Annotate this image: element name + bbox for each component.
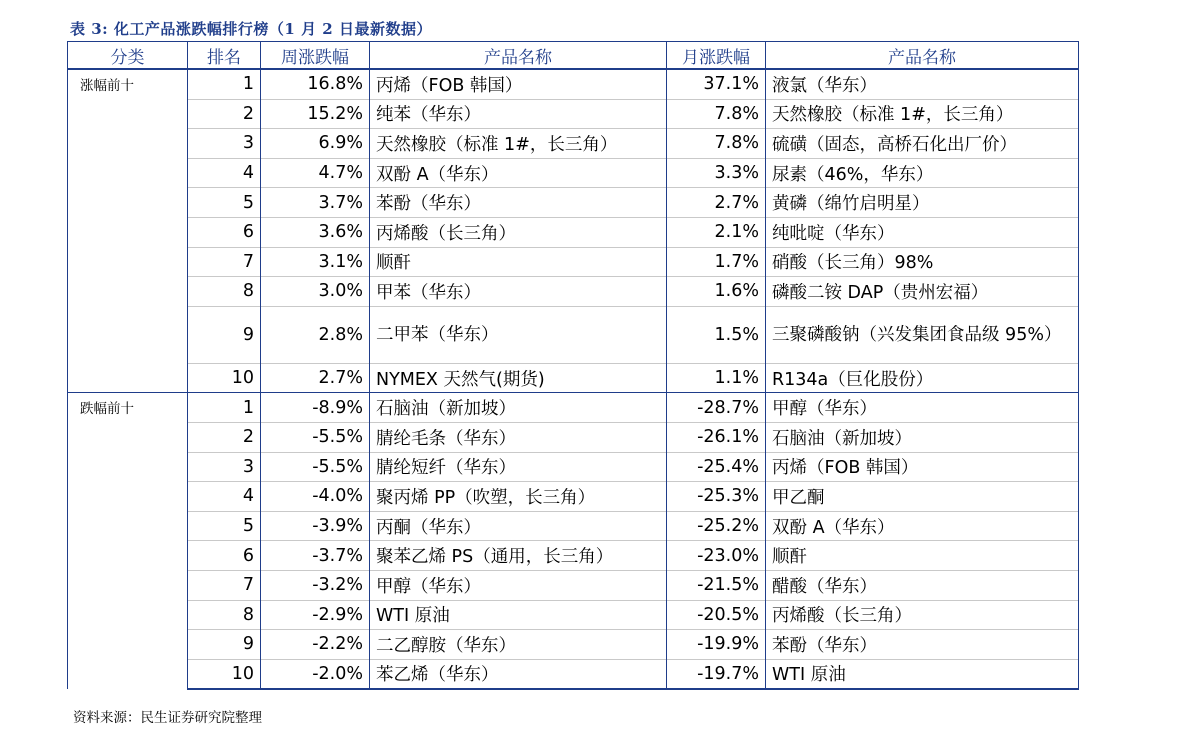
ranking-table <box>67 41 1079 690</box>
rank-cell: 1 <box>188 393 261 423</box>
month-change-cell: -25.2% <box>667 511 766 541</box>
rank-cell: 8 <box>188 277 261 307</box>
week-product-cell: 双酚 A（华东） <box>370 158 667 188</box>
month-product-cell: 甲乙酮 <box>766 482 1079 512</box>
week-product-cell: WTI 原油 <box>370 600 667 630</box>
month-change-cell: -19.7% <box>667 659 766 689</box>
month-product-cell: 纯吡啶（华东） <box>766 217 1079 247</box>
month-change-cell: -20.5% <box>667 600 766 630</box>
month-product-cell: 醋酸（华东） <box>766 570 1079 600</box>
table-row <box>68 452 1079 482</box>
week-product-cell: 苯酚（华东） <box>370 188 667 218</box>
month-product-cell: 甲醇（华东） <box>766 393 1079 423</box>
week-product-cell: NYMEX 天然气(期货) <box>370 363 667 393</box>
week-change-cell: 3.0% <box>261 277 370 307</box>
table-row <box>68 659 1079 689</box>
month-change-cell: 1.1% <box>667 363 766 393</box>
table-row <box>68 217 1079 247</box>
month-product-cell: 丙烯酸（长三角） <box>766 600 1079 630</box>
table-row <box>68 630 1079 660</box>
month-change-cell: 7.8% <box>667 99 766 129</box>
week-change-cell: 16.8% <box>261 69 370 99</box>
week-product-cell: 石脑油（新加坡） <box>370 393 667 423</box>
table-row <box>68 541 1079 571</box>
rank-cell: 2 <box>188 422 261 452</box>
header-rank: 排名 <box>188 42 261 70</box>
month-product-cell: 顺酐 <box>766 541 1079 571</box>
week-change-cell: -3.7% <box>261 541 370 571</box>
month-change-cell: -21.5% <box>667 570 766 600</box>
ranking-table-container <box>67 41 1078 690</box>
month-change-cell: -26.1% <box>667 422 766 452</box>
table-row <box>68 158 1079 188</box>
week-change-cell: 6.9% <box>261 129 370 159</box>
week-product-cell: 丙烯酸（长三角） <box>370 217 667 247</box>
month-change-cell: 1.7% <box>667 247 766 277</box>
table-row <box>68 511 1079 541</box>
table-row <box>68 69 1079 99</box>
month-product-cell: 苯酚（华东） <box>766 630 1079 660</box>
table-body <box>68 69 1079 689</box>
rank-cell: 9 <box>188 630 261 660</box>
table-row <box>68 422 1079 452</box>
month-change-cell: 1.6% <box>667 277 766 307</box>
month-product-cell: WTI 原油 <box>766 659 1079 689</box>
month-product-cell: 黄磷（绵竹启明星） <box>766 188 1079 218</box>
month-change-cell: 7.8% <box>667 129 766 159</box>
week-product-cell: 丙烯（FOB 韩国） <box>370 69 667 99</box>
week-change-cell: 3.6% <box>261 217 370 247</box>
month-change-cell: 3.3% <box>667 158 766 188</box>
table-row <box>68 393 1079 423</box>
month-product-cell: 石脑油（新加坡） <box>766 422 1079 452</box>
header-month-product: 产品名称 <box>766 42 1079 70</box>
month-product-cell: 硝酸（长三角）98% <box>766 247 1079 277</box>
week-product-cell: 甲醇（华东） <box>370 570 667 600</box>
rank-cell: 1 <box>188 69 261 99</box>
week-product-cell: 苯乙烯（华东） <box>370 659 667 689</box>
week-change-cell: -5.5% <box>261 452 370 482</box>
header-row <box>68 42 1079 70</box>
week-product-cell: 顺酐 <box>370 247 667 277</box>
header-month-change: 月涨跌幅 <box>667 42 766 70</box>
table-row <box>68 306 1079 363</box>
header-week-change: 周涨跌幅 <box>261 42 370 70</box>
category-cell: 跌幅前十 <box>68 393 188 689</box>
rank-cell: 10 <box>188 363 261 393</box>
rank-cell: 9 <box>188 306 261 363</box>
week-change-cell: 2.7% <box>261 363 370 393</box>
header-week-product: 产品名称 <box>370 42 667 70</box>
table-title: 表 3: 化工产品涨跌幅排行榜（1 月 2 日最新数据） <box>70 20 432 38</box>
rank-cell: 3 <box>188 129 261 159</box>
rank-cell: 7 <box>188 570 261 600</box>
week-product-cell: 天然橡胶（标准 1#，长三角） <box>370 129 667 159</box>
month-product-cell: 天然橡胶（标准 1#，长三角） <box>766 99 1079 129</box>
week-change-cell: -4.0% <box>261 482 370 512</box>
rank-cell: 10 <box>188 659 261 689</box>
rank-cell: 4 <box>188 482 261 512</box>
table-row <box>68 277 1079 307</box>
rank-cell: 3 <box>188 452 261 482</box>
month-change-cell: -25.3% <box>667 482 766 512</box>
table-row <box>68 600 1079 630</box>
week-product-cell: 腈纶短纤（华东） <box>370 452 667 482</box>
table-row <box>68 99 1079 129</box>
week-change-cell: -2.9% <box>261 600 370 630</box>
header-category: 分类 <box>68 42 188 70</box>
week-product-cell: 聚苯乙烯 PS（通用，长三角） <box>370 541 667 571</box>
week-change-cell: -3.2% <box>261 570 370 600</box>
week-product-cell: 甲苯（华东） <box>370 277 667 307</box>
month-product-cell: 双酚 A（华东） <box>766 511 1079 541</box>
rank-cell: 2 <box>188 99 261 129</box>
month-product-cell: 液氯（华东） <box>766 69 1079 99</box>
week-change-cell: -3.9% <box>261 511 370 541</box>
month-change-cell: 2.1% <box>667 217 766 247</box>
month-change-cell: -25.4% <box>667 452 766 482</box>
month-product-cell: 尿素（46%，华东） <box>766 158 1079 188</box>
week-change-cell: -2.2% <box>261 630 370 660</box>
table-row <box>68 129 1079 159</box>
week-product-cell: 腈纶毛条（华东） <box>370 422 667 452</box>
month-change-cell: -23.0% <box>667 541 766 571</box>
table-row <box>68 188 1079 218</box>
rank-cell: 6 <box>188 217 261 247</box>
source-note: 资料来源：民生证券研究院整理 <box>73 710 262 726</box>
week-product-cell: 二甲苯（华东） <box>370 306 667 363</box>
month-product-cell: 硫磺（固态，高桥石化出厂价） <box>766 129 1079 159</box>
rank-cell: 8 <box>188 600 261 630</box>
table-row <box>68 482 1079 512</box>
month-change-cell: 2.7% <box>667 188 766 218</box>
week-product-cell: 二乙醇胺（华东） <box>370 630 667 660</box>
week-change-cell: 15.2% <box>261 99 370 129</box>
month-change-cell: 37.1% <box>667 69 766 99</box>
week-change-cell: -2.0% <box>261 659 370 689</box>
rank-cell: 4 <box>188 158 261 188</box>
rank-cell: 5 <box>188 511 261 541</box>
rank-cell: 7 <box>188 247 261 277</box>
week-change-cell: -5.5% <box>261 422 370 452</box>
month-product-cell: 三聚磷酸钠（兴发集团食品级 95%） <box>766 306 1079 363</box>
rank-cell: 6 <box>188 541 261 571</box>
week-change-cell: 3.7% <box>261 188 370 218</box>
month-product-cell: 丙烯（FOB 韩国） <box>766 452 1079 482</box>
month-change-cell: 1.5% <box>667 306 766 363</box>
week-product-cell: 纯苯（华东） <box>370 99 667 129</box>
rank-cell: 5 <box>188 188 261 218</box>
week-change-cell: -8.9% <box>261 393 370 423</box>
week-change-cell: 2.8% <box>261 306 370 363</box>
month-change-cell: -19.9% <box>667 630 766 660</box>
week-change-cell: 4.7% <box>261 158 370 188</box>
table-row <box>68 247 1079 277</box>
week-product-cell: 丙酮（华东） <box>370 511 667 541</box>
week-product-cell: 聚丙烯 PP（吹塑，长三角） <box>370 482 667 512</box>
table-row <box>68 570 1079 600</box>
month-change-cell: -28.7% <box>667 393 766 423</box>
week-change-cell: 3.1% <box>261 247 370 277</box>
month-product-cell: R134a（巨化股份） <box>766 363 1079 393</box>
category-cell: 涨幅前十 <box>68 69 188 393</box>
month-product-cell: 磷酸二铵 DAP（贵州宏福） <box>766 277 1079 307</box>
table-row <box>68 363 1079 393</box>
